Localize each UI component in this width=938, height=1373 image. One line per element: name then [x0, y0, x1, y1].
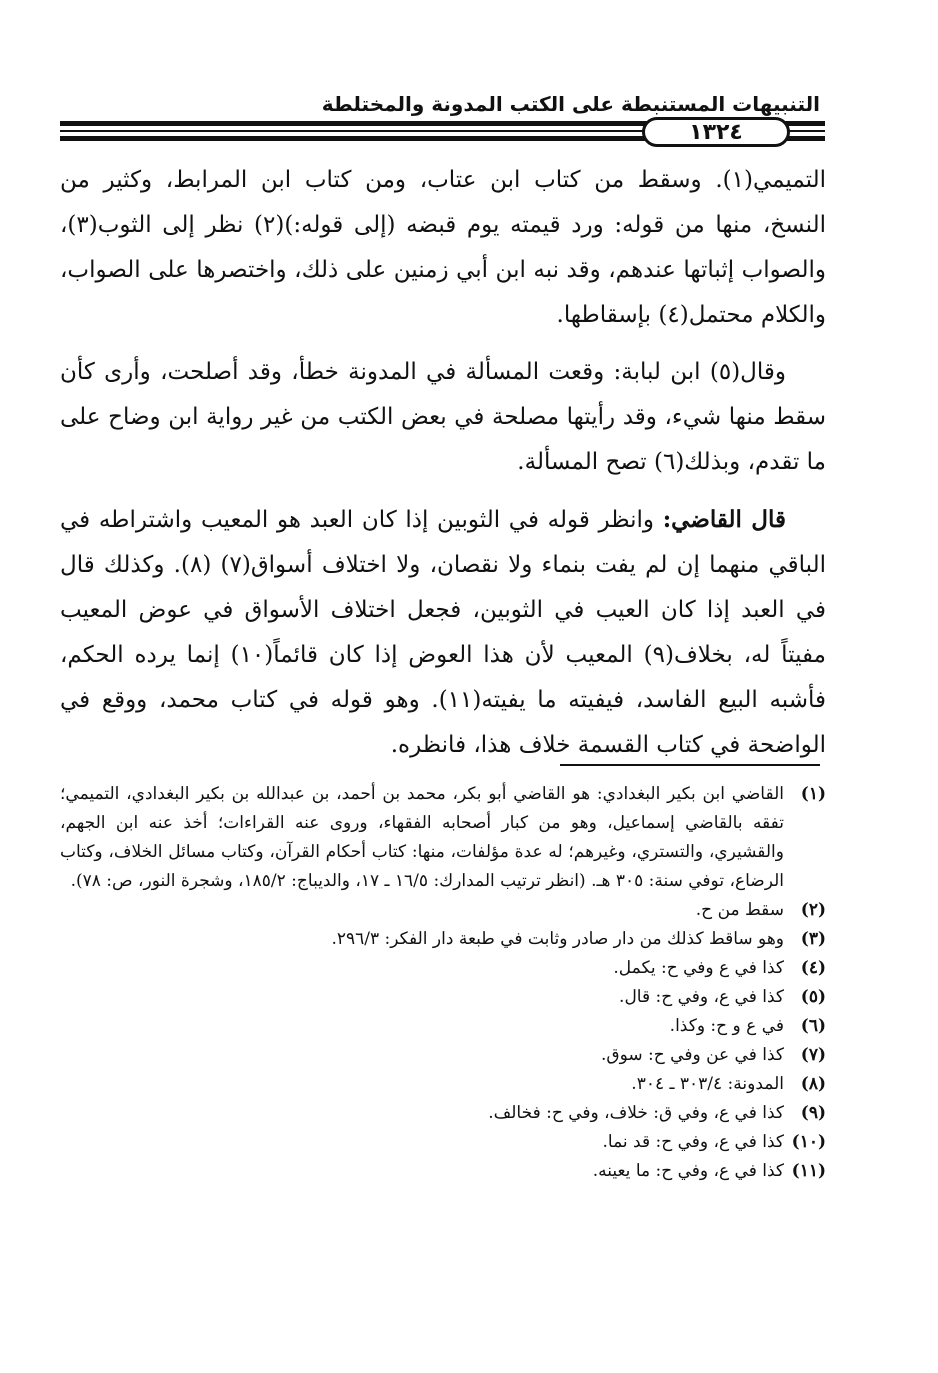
- footnote-item: [60, 896, 826, 925]
- footnote-number: (٧): [800, 1045, 826, 1065]
- footnote-item: [60, 954, 826, 983]
- footnote-number: (١٠): [791, 1132, 826, 1152]
- footnote-number: (١): [800, 784, 826, 804]
- footnote-item: [60, 780, 826, 896]
- footnote-item: [60, 983, 826, 1012]
- footnote-separator: [560, 764, 820, 766]
- running-header: [60, 78, 820, 118]
- footnote-text: كذا في ع، وفي ح: قال.: [619, 987, 784, 1007]
- paragraph-3-lead: قال القاضي:: [662, 506, 787, 533]
- footnote-item: [60, 1012, 826, 1041]
- footnote-number: (١١): [791, 1161, 826, 1181]
- footnote-number: (٣): [800, 929, 826, 949]
- page-number-badge: [642, 117, 790, 147]
- footnote-text: المدونة: ٣٠٣/٤ ـ ٣٠٤.: [631, 1074, 784, 1094]
- footnote-number: (٤): [800, 958, 826, 978]
- footnote-item: [60, 1128, 826, 1157]
- paragraph-1: التميمي(١). وسقط من كتاب ابن عتاب، ومن كتاب ابن المرابط، وكثير من النسخ، منها من قوله: ورد قيمته يوم قبضه (إلى قوله:)(٢) نظر إلى الثوب(٣)، والصواب إثباتها عندهم، وقد نبه ابن أبي زمنين على ذلك، واختصرها على الصواب، والكلام محتمل(٤) بإسقاطها.: [60, 167, 827, 328]
- footnote-text: في ع و ح: وكذا.: [669, 1016, 784, 1036]
- main-text: [60, 158, 826, 780]
- running-header-title: التنبيهات المستنبطة على الكتب المدونة والمختلطة: [321, 92, 820, 116]
- footnote-text: القاضي ابن بكير البغدادي: هو القاضي أبو بكر، محمد بن أحمد، بن عبدالله بن بكير البغدادي، التميمي؛ تفقه بالقاضي إسماعيل، وهو من كبار أصحابه الفقهاء، وروى عنه القراءات؛ أخذ عنه ابن الجهم، والقشيري، والتستري، وغيرهم؛ له عدة مؤلفات، منها: كتاب أحكام القرآن، وكتاب مسائل الخلاف، وكتاب الرضاع، توفي سنة: ٣٠٥ هـ. (انظر ترتيب المدارك: ١٦/٥ ـ ١٧، والديباج: ١٨٥/٢، وشجرة النور، ص: ٧٨).: [60, 784, 784, 891]
- footnote-number: (٢): [800, 900, 826, 920]
- footnote-item: [60, 925, 826, 954]
- footnote-item: [60, 1070, 826, 1099]
- footnote-text: كذا في ع، وفي ح: ما يعينه.: [592, 1161, 784, 1181]
- footnote-text: كذا في ع وفي ح: يكمل.: [613, 958, 784, 978]
- paragraph-2: وقال(٥) ابن لبابة: وقعت المسألة في المدونة خطأ، وقد أصلحت، وأرى كأن سقط منها شيء، وقد رأيتها مصلحة في بعض الكتب من غير رواية ابن وضاح على ما تقدم، وبذلك(٦) تصح المسألة.: [60, 359, 826, 475]
- footnote-text: كذا في ع، وفي ح: قد نما.: [602, 1132, 784, 1152]
- paragraph-3-text: وانظر قوله في الثوبين إذا كان العبد هو المعيب واشتراطه في الباقي منهما إن لم يفت بنماء ولا نقصان، ولا اختلاف أسواق(٧) (٨). وكذلك قال في العبد إذا كان العيب في الثوبين، فجعل اختلاف الأسواق في عوض المعيب مفيتاً له، بخلاف(٩) المعيب لأن هذا العوض إذا كان قائماً(١٠) إنما يرده الحكم، فأشبه البيع الفاسد، فيفيته ما يفيته(١١). وهو قوله في كتاب محمد، ووقع في الواضحة في كتاب القسمة خلاف هذا، فانظره.: [60, 507, 826, 758]
- footnote-number: (٦): [800, 1016, 826, 1036]
- footnote-number: (٥): [800, 987, 826, 1007]
- page-number: ١٣٢٤: [689, 119, 743, 145]
- footnote-item: [60, 1099, 826, 1128]
- footnote-number: (٨): [800, 1074, 826, 1094]
- footnotes: [60, 780, 826, 1186]
- paragraph-3: [60, 497, 826, 768]
- footnote-text: سقط من ح.: [695, 900, 784, 920]
- footnote-text: كذا في ع، وفي ق: خلاف، وفي ح: فخالف.: [488, 1103, 784, 1123]
- footnote-number: (٩): [800, 1103, 826, 1123]
- footnote-text: وهو ساقط كذلك من دار صادر وثابت في طبعة دار الفكر: ٢٩٦/٣.: [331, 929, 784, 949]
- footnote-item: [60, 1041, 826, 1070]
- footnote-item: [60, 1157, 826, 1186]
- footnote-text: كذا في عن وفي ح: سوق.: [601, 1045, 784, 1065]
